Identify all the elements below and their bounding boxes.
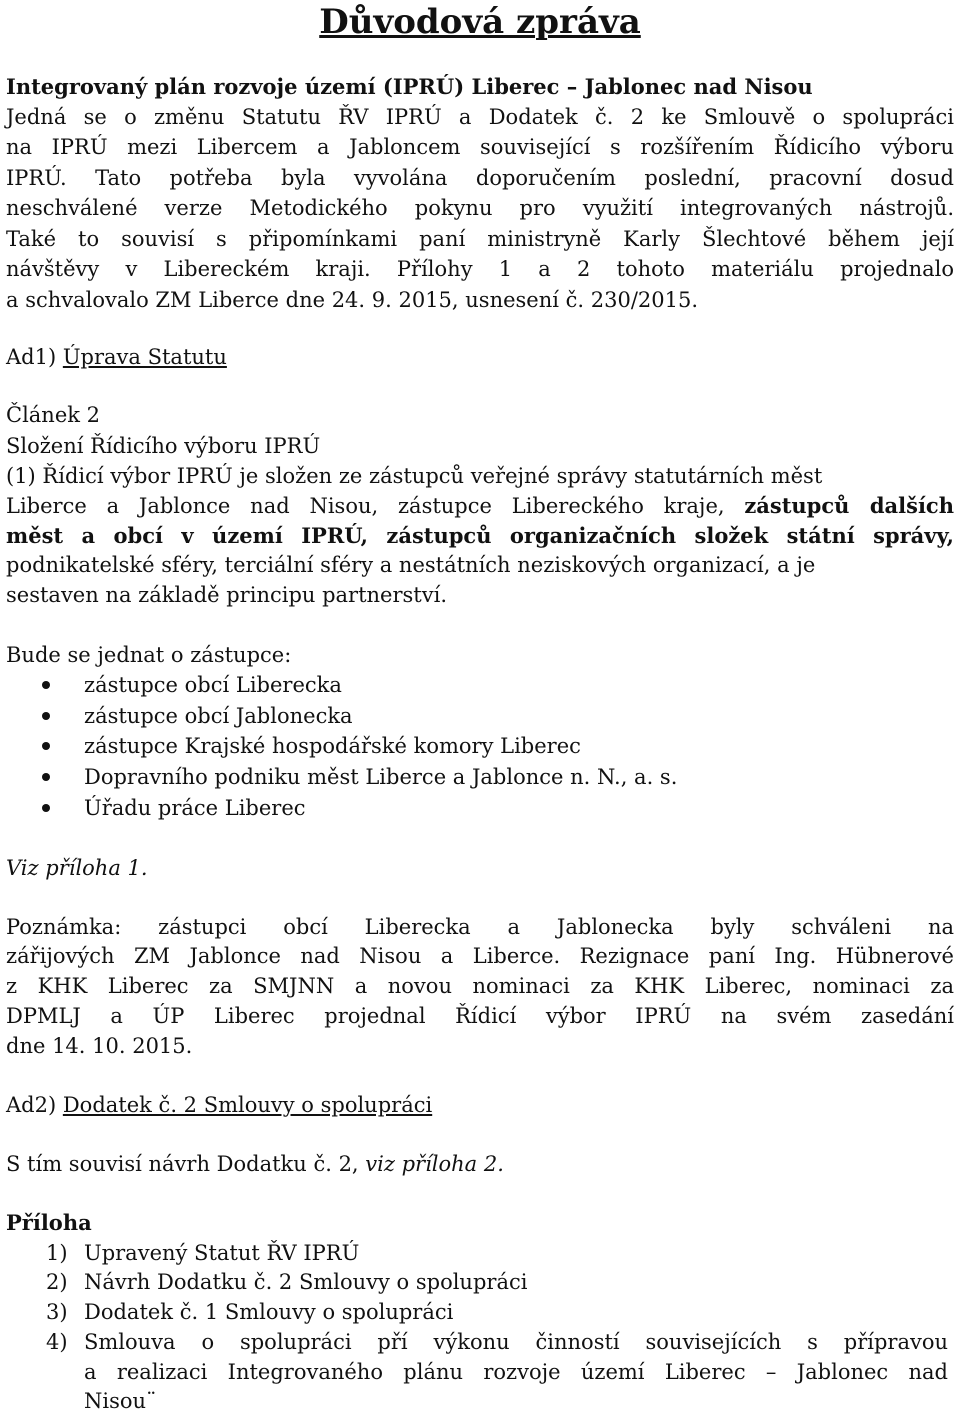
list-item: zástupce obcí Jablonecka xyxy=(6,701,954,731)
article-line: podnikatelské sféry, terciální sféry a nestátních neziskových organizací, a je xyxy=(6,553,816,577)
bullet-icon xyxy=(42,742,50,750)
intro-line: na IPRÚ mezi Libercem a Jabloncem související s rozšířením Řídicího výboru xyxy=(6,135,954,159)
list-item: Dopravního podniku měst Liberce a Jablonce n. N., a. s. xyxy=(6,762,954,792)
intro-line: a schvalovalo ZM Liberce dne 24. 9. 2015, usnesení č. 230/2015. xyxy=(6,288,699,312)
article-line-normal: Liberce a Jablonce nad Nisou, zástupce Libereckého kraje, xyxy=(6,494,745,518)
note-line: Poznámka: zástupci obcí Liberecka a Jablonecka byly schváleni na xyxy=(6,915,954,939)
related-line xyxy=(6,1149,954,1179)
article-line: sestaven na základě principu partnerství. xyxy=(6,583,447,607)
intro-line: návštěvy v Libereckém kraji. Přílohy 1 a 2 tohoto materiálu projednalo xyxy=(6,257,954,281)
note-line: z KHK Liberec za SMJNN a novou nominaci za KHK Liberec, nominaci za xyxy=(6,974,954,998)
bullet-icon xyxy=(42,804,50,812)
attachments-heading: Příloha xyxy=(6,1210,92,1235)
bullet-icon xyxy=(42,681,50,689)
list-item-continuation: a realizaci Integrovaného plánu rozvoje území Liberec – Jablonec nad xyxy=(84,1360,948,1384)
list-item: zástupce obcí Liberecka xyxy=(6,670,954,700)
see-attachment-1: Viz příloha 1. xyxy=(6,856,148,880)
list-item: 3) Dodatek č. 1 Smlouvy o spolupráci xyxy=(46,1300,454,1324)
representatives-intro: Bude se jednat o zástupce: xyxy=(6,643,292,667)
list-item: zástupce Krajské hospodářské komory Liberec xyxy=(6,731,954,761)
intro-line: Jedná se o změnu Statutu ŘV IPRÚ a Dodatek č. 2 ke Smlouvě o spolupráci xyxy=(6,105,954,129)
section-ad2 xyxy=(6,1090,954,1120)
article-line: (1) Řídicí výbor IPRÚ je složen ze zástupců veřejné správy statutárních měst xyxy=(6,464,823,488)
article-line: měst a obcí v území IPRÚ, zástupců organizačních složek státní správy, xyxy=(6,523,954,548)
intro-line: IPRÚ. Tato potřeba byla vyvolána doporučením poslední, pracovní dosud xyxy=(6,166,954,190)
related-text: S tím souvisí návrh Dodatku č. 2, xyxy=(6,1152,366,1176)
section-ad2-label: Dodatek č. 2 Smlouvy o spolupráci xyxy=(62,1093,433,1117)
list-item: 1) Upravený Statut ŘV IPRÚ xyxy=(46,1241,360,1265)
article-name: Složení Řídicího výboru IPRÚ xyxy=(6,434,321,458)
list-item: Úřadu práce Liberec xyxy=(6,793,954,823)
list-item: 2) Návrh Dodatku č. 2 Smlouvy o spolupráci xyxy=(46,1270,528,1294)
article-line-bold: zástupců dalších xyxy=(744,493,954,518)
list-item-continuation: Nisou¨ xyxy=(84,1389,157,1413)
intro-line: neschválené verze Metodického pokynu pro využití integrovaných nástrojů. xyxy=(6,196,954,220)
note-line: zářijových ZM Jablonce nad Nisou a Liberce. Rezignace paní Ing. Hübnerové xyxy=(6,944,954,968)
article-line xyxy=(6,491,954,521)
intro-line: Také to souvisí s připomínkami paní ministryně Karly Šlechtové během její xyxy=(6,227,954,251)
bullet-icon xyxy=(42,712,50,720)
document-heading: Integrovaný plán rozvoje území (IPRÚ) Liberec – Jablonec nad Nisou xyxy=(6,74,813,99)
section-ad1 xyxy=(6,342,954,372)
related-attachment: viz příloha 2. xyxy=(365,1152,504,1176)
bullet-icon xyxy=(42,773,50,781)
note-line: dne 14. 10. 2015. xyxy=(6,1034,193,1058)
page-title: Důvodová zpráva xyxy=(319,2,641,42)
section-ad2-prefix: Ad2) xyxy=(6,1093,63,1117)
note-line: DPMLJ a ÚP Liberec projednal Řídicí výbor IPRÚ na svém zasedání xyxy=(6,1004,954,1028)
section-ad1-prefix: Ad1) xyxy=(6,345,63,369)
list-item: 4) Smlouva o spolupráci pří výkonu činností souvisejících s přípravou xyxy=(46,1330,948,1354)
article-number: Článek 2 xyxy=(6,403,101,427)
section-ad1-label: Úprava Statutu xyxy=(62,345,227,369)
